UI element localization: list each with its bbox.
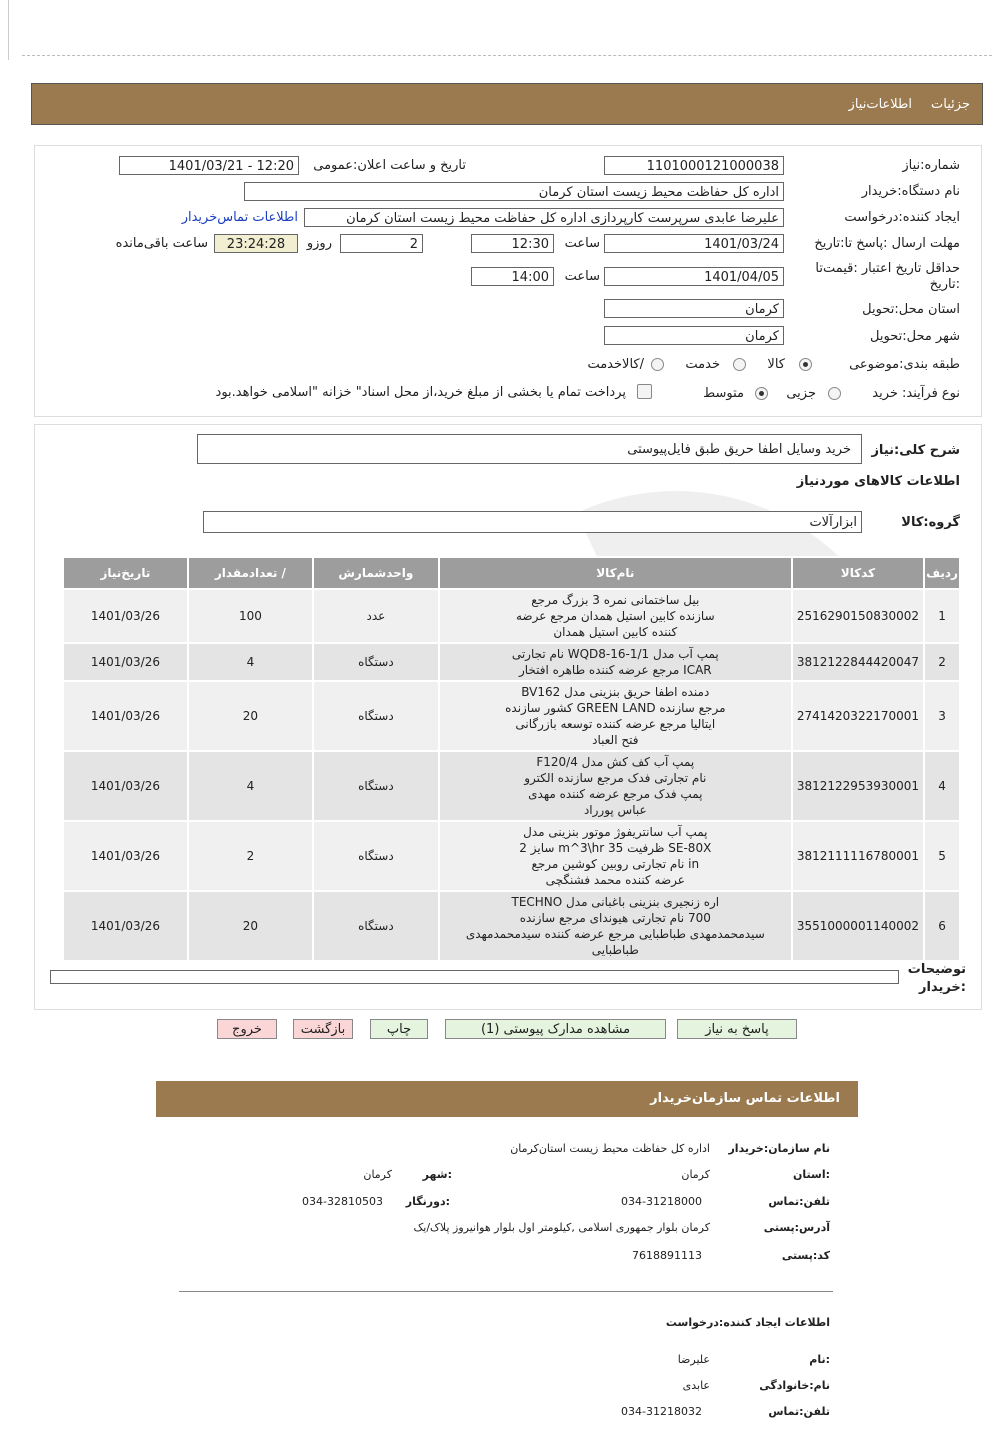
city-field: کرمان	[604, 326, 784, 345]
deadline-hour-label: ساعت	[564, 236, 600, 251]
contact-phone-value: 034-31218000	[621, 1195, 702, 1208]
requester-phone-value: 034-31218032	[621, 1405, 702, 1418]
contact-fax-label: :دورنگار	[405, 1195, 450, 1208]
category-both-radio[interactable]	[651, 358, 664, 371]
category-label: طبقه بندی:موضوعی	[849, 357, 960, 372]
cell-qty: 20	[188, 891, 313, 961]
province-field: کرمان	[604, 299, 784, 318]
back-button[interactable]: بازگشت	[293, 1019, 353, 1039]
treasury-payment-checkbox[interactable]	[637, 384, 652, 399]
buyer-notes-label-2: :خریدار	[919, 980, 966, 995]
item-name-line: پمپ آب سانتریفوژ موتور بنزینی مدل	[523, 825, 708, 839]
goods-table-body	[63, 589, 960, 961]
cell-row: 6	[924, 891, 960, 961]
item-name-line: سیدمحمدمهدی طباطبایی مرجع عرضه کننده سیدمحمدمهدی	[465, 927, 765, 941]
city-label: شهر محل:تحویل	[870, 329, 960, 344]
buyer-notes-field	[50, 970, 899, 984]
item-name-line: پمپ آب کف کش مدل F120/4	[536, 755, 695, 769]
tab-details[interactable]: جزئیات	[931, 97, 970, 112]
validity-time-field: 14:00	[471, 267, 554, 286]
contact-postal-value: 7618891113	[632, 1249, 702, 1262]
item-name-line: ایتالیا مرجع عرضه کننده توسعه بازرگانی	[515, 717, 716, 731]
buyer-org-field: اداره کل حفاظت محیط زیست استان کرمان	[244, 182, 784, 201]
contact-address-value: کرمان بلوار جمهوری اسلامی ,کیلومتر اول بلوار هوانیروز پلاک/یک	[413, 1221, 710, 1234]
item-name-line: عباس پورراد	[583, 803, 647, 817]
creator-label: ایجاد کننده:درخواست	[844, 210, 960, 225]
contact-org-value: اداره کل حفاظت محیط زیست استان‌کرمان	[510, 1142, 710, 1155]
treasury-payment-note: پرداخت تمام یا بخشی از مبلغ خرید،از محل اسناد" خزانه "اسلامی خواهد.بود	[215, 385, 626, 400]
cell-unit: دستگاه	[313, 643, 439, 681]
contact-city-value: کرمان	[363, 1168, 392, 1181]
cell-qty: 100	[188, 589, 313, 643]
cell-date: 1401/03/26	[63, 643, 188, 681]
item-name-line: دمنده اطفا حریق بنزینی مدل BV162	[521, 685, 710, 699]
contact-province-label: :استان	[793, 1168, 830, 1181]
process-medium-label: متوسط	[703, 386, 744, 401]
contact-city-label: :شهر	[422, 1168, 452, 1181]
cell-qty: 20	[188, 681, 313, 751]
province-label: استان محل:تحویل	[862, 302, 960, 317]
cell-name	[439, 643, 792, 681]
print-button[interactable]: چاپ	[370, 1019, 428, 1039]
cell-name	[439, 821, 792, 891]
item-name-line: فتح العباد	[592, 733, 639, 747]
col-header-qty: / تعدادمقدار	[188, 557, 313, 589]
remaining-label: ساعت باقی‌مانده	[115, 236, 208, 251]
requester-name-label: :نام	[809, 1353, 830, 1366]
cell-qty: 2	[188, 821, 313, 891]
cell-unit: دستگاه	[313, 751, 439, 821]
top-divider	[22, 55, 992, 56]
days-field: 2	[340, 234, 423, 253]
contact-phone-label: تلفن:تماس	[768, 1195, 830, 1208]
tab-need-info[interactable]: اطلاعات‌نیاز	[848, 97, 912, 112]
page-left-border	[8, 0, 9, 60]
item-name-line: پمپ آب مدل WQD8-16-1/1 نام تجارتی	[511, 647, 719, 661]
contact-divider	[179, 1291, 833, 1292]
cell-row: 4	[924, 751, 960, 821]
item-name-line: کننده کابین استیل همدان	[553, 625, 678, 639]
cell-name	[439, 751, 792, 821]
category-both-label: /کالا‌خدمت	[587, 357, 644, 372]
item-name-line: سازنده کابین استیل همدان مرجع عرضه	[515, 609, 715, 623]
view-documents-button[interactable]: مشاهده مدارک پیوستی (1)	[445, 1019, 666, 1039]
cell-code: 3812122844420047	[792, 643, 924, 681]
validity-hour-label: ساعت	[564, 269, 600, 284]
goods-info-title: اطلاعات کالاهای موردنیاز	[796, 474, 960, 489]
announce-label: تاریخ و ساعت اعلان:عمومی	[313, 158, 466, 173]
page-header-bar	[31, 83, 983, 125]
table-row	[63, 891, 960, 961]
item-name-line: مرجع سازنده GREEN LAND کشور سازنده	[505, 701, 726, 715]
general-desc-label: شرح کلی:نیاز	[871, 443, 960, 458]
cell-qty: 4	[188, 643, 313, 681]
item-name-line: SE-80X ظرفیت 35 m^3\hr سایز 2	[519, 841, 712, 855]
col-header-unit: واحدشمارش	[313, 557, 439, 589]
cell-name	[439, 891, 792, 961]
process-partial-radio[interactable]	[828, 387, 841, 400]
contact-fax-value: 034-32810503	[302, 1195, 383, 1208]
process-partial-label: جزیی	[786, 386, 816, 401]
cell-date: 1401/03/26	[63, 891, 188, 961]
validity-date-field: 1401/04/05	[604, 267, 784, 286]
cell-name	[439, 681, 792, 751]
need-number-label: شماره:نیاز	[902, 158, 960, 173]
cell-unit: عدد	[313, 589, 439, 643]
requester-phone-label: تلفن:تماس	[768, 1405, 830, 1418]
cell-unit: دستگاه	[313, 681, 439, 751]
col-header-code: کدکالا	[792, 557, 924, 589]
cell-code: 2516290150830002	[792, 589, 924, 643]
item-name-line: 700 نام تجارتی هیوندای مرجع سازنده	[519, 911, 711, 925]
item-name-line: طباطبایی	[591, 943, 639, 957]
deadline-date-field: 1401/03/24	[604, 234, 784, 253]
exit-button[interactable]: خروج	[217, 1019, 277, 1039]
category-goods-radio[interactable]	[799, 358, 812, 371]
category-service-label: خدمت	[685, 357, 720, 372]
item-name-line: پمپ فدک مرجع عرضه کننده مهدی	[528, 787, 703, 801]
category-service-radio[interactable]	[733, 358, 746, 371]
table-row	[63, 751, 960, 821]
general-desc-field: خرید وسایل اطفا حریق طبق فایل‌پیوستی	[197, 434, 862, 464]
requester-family-value: عابدی	[682, 1379, 710, 1392]
cell-row: 1	[924, 589, 960, 643]
cell-code: 3551000001140002	[792, 891, 924, 961]
announce-field: 1401/03/21 - 12:20	[119, 156, 299, 175]
days-label: روزو	[306, 236, 332, 251]
goods-table	[62, 556, 961, 962]
cell-date: 1401/03/26	[63, 589, 188, 643]
requester-name-value: علیرضا	[677, 1353, 710, 1366]
contact-postal-label: کد:پستی	[781, 1249, 830, 1262]
reply-button[interactable]: پاسخ به نیاز	[677, 1019, 797, 1039]
table-row	[63, 589, 960, 643]
buyer-org-label: نام دستگاه:خریدار	[861, 184, 960, 199]
item-name-line: ICAR مرجع عرضه کننده طاهره افتخار	[518, 663, 712, 677]
contact-address-label: آدرس:پستی	[763, 1221, 830, 1234]
need-number-field: 1101000121000038	[604, 156, 784, 175]
table-row	[63, 821, 960, 891]
item-name-line: عرضه کننده محمد فشنگچی	[545, 873, 685, 887]
requester-title: اطلاعات ایجاد کننده:درخواست	[665, 1316, 830, 1329]
table-row	[63, 643, 960, 681]
creator-field: علیرضا عابدی سرپرست کارپردازی اداره کل حفاظت محیط زیست استان کرمان	[304, 208, 784, 227]
validity-label-2: :تاریخ	[929, 277, 960, 292]
category-goods-label: کالا	[767, 357, 785, 372]
process-label: نوع فرآیند: خرید	[872, 386, 960, 401]
goods-group-field: ابزارآلات	[203, 511, 862, 533]
buyer-contact-title: اطلاعات تماس سازمان‌خریدار	[650, 1091, 840, 1106]
cell-name	[439, 589, 792, 643]
cell-row: 3	[924, 681, 960, 751]
requester-family-label: نام:خانوادگی	[759, 1379, 830, 1392]
item-name-line: بیل ساختمانی نمره 3 بزرگ مرجع	[531, 593, 700, 607]
process-medium-radio[interactable]	[755, 387, 768, 400]
deadline-label: مهلت ارسال :پاسخ تا:تاریخ	[814, 236, 960, 251]
cell-code: 3812122953930001	[792, 751, 924, 821]
cell-row: 2	[924, 643, 960, 681]
goods-group-label: گروه:کالا	[901, 515, 960, 530]
contact-org-label: نام سازمان:خریدار	[728, 1142, 830, 1155]
buyer-contact-link[interactable]: اطلاعات تماس‌خریدار	[181, 210, 298, 225]
cell-code: 3812111116780001	[792, 821, 924, 891]
deadline-time-field: 12:30	[471, 234, 554, 253]
buyer-notes-label: توضیحات	[907, 962, 966, 977]
buyer-contact-bar	[156, 1081, 858, 1117]
item-name-line: نام تجارتی فدک مرجع سازنده الکترو	[524, 771, 707, 785]
cell-row: 5	[924, 821, 960, 891]
remaining-time-field: 23:24:28	[214, 234, 298, 253]
item-name-line: in نام تجارتی روبین کوشین مرجع	[531, 857, 700, 871]
cell-date: 1401/03/26	[63, 821, 188, 891]
col-header-row: ردیف	[924, 557, 960, 589]
cell-date: 1401/03/26	[63, 681, 188, 751]
cell-date: 1401/03/26	[63, 751, 188, 821]
item-name-line: اره زنجیری بنزینی باغبانی مدل TECHNO	[511, 895, 720, 909]
cell-qty: 4	[188, 751, 313, 821]
cell-code: 2741420322170001	[792, 681, 924, 751]
validity-label: حداقل تاریخ اعتبار :قیمت‌تا	[815, 261, 960, 276]
cell-unit: دستگاه	[313, 891, 439, 961]
cell-unit: دستگاه	[313, 821, 439, 891]
contact-province-value: کرمان	[681, 1168, 710, 1181]
col-header-date: تاریخ‌نیاز	[63, 557, 188, 589]
col-header-name: نام‌کالا	[439, 557, 792, 589]
table-row	[63, 681, 960, 751]
